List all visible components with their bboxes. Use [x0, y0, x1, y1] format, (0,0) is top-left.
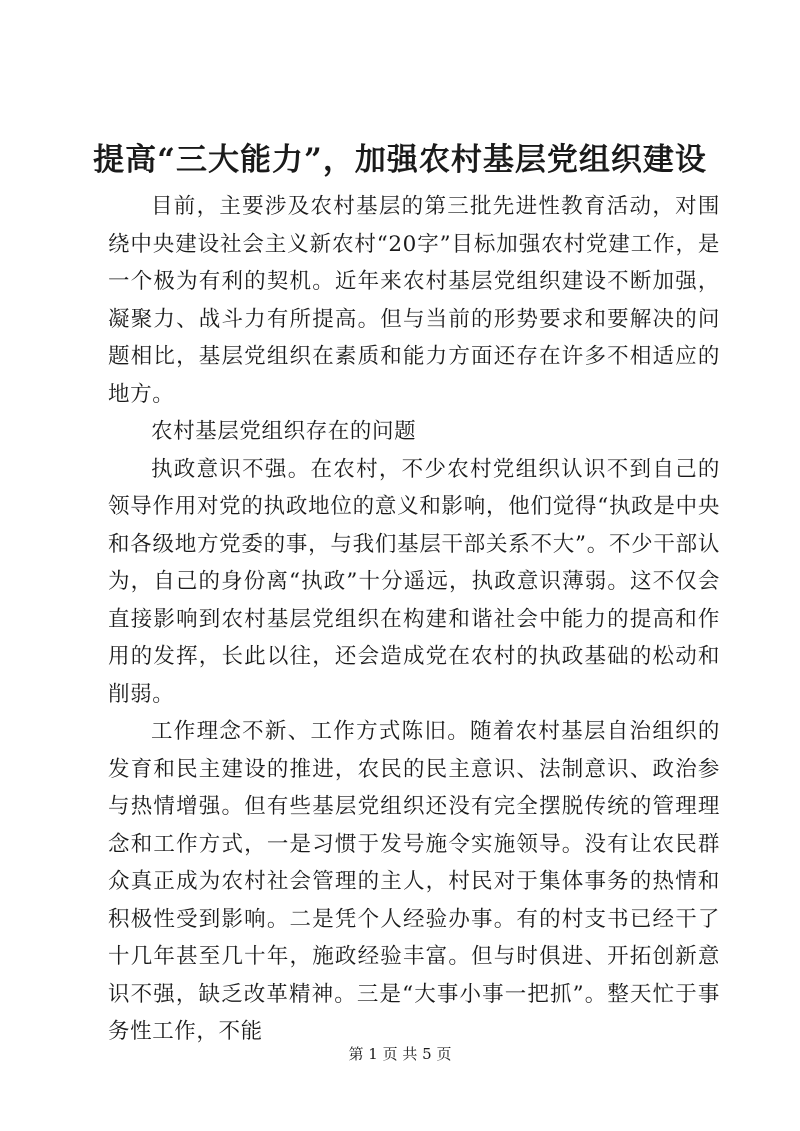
- document-title: 提高“三大能力”，加强农村基层党组织建设: [93, 142, 707, 178]
- page-footer: [0, 1044, 800, 1064]
- paragraph-work-methods: 工作理念不新、工作方式陈旧。随着农村基层自治组织的发育和民主建设的推进，农民的民主意识、法制意识、政治参与热情增强。但有些基层党组织还没有完全摆脱传统的管理理念和工作方式，一是习惯于发号施令实施领导。没有让农民群众真正成为农村社会管理的主人，村民对于集体事务的热情和积极性受到影响。二是凭个人经验办事。有的村支书已经干了十几年甚至几十年，施政经验丰富。但与时俱进、开拓创新意识不强，缺乏改革精神。三是“大事小事一把抓”。整天忙于事务性工作，不能: [108, 719, 720, 1044]
- paragraph-intro: 目前，主要涉及农村基层的第三批先进性教育活动，对围绕中央建设社会主义新农村“20字”目标加强农村党建工作，是一个极为有利的契机。近年来农村基层党组织建设不断加强，凝聚力、战斗力有所提高。但与当前的形势要求和要解决的问题相比，基层党组织在素质和能力方面还存在许多不相适应的地方。: [108, 194, 720, 407]
- section-heading: 农村基层党组织存在的问题: [151, 419, 417, 444]
- document-body: [108, 188, 720, 1051]
- page-number: 第 1 页 共 5 页: [348, 1045, 452, 1063]
- paragraph-governance-awareness: 执政意识不强。在农村，不少农村党组织认识不到自己的领导作用对党的执政地位的意义和影响，他们觉得“执政是中央和各级地方党委的事，与我们基层干部关系不大”。不少干部认为，自己的身份离“执政”十分遥远，执政意识薄弱。这不仅会直接影响到农村基层党组织在构建和谐社会中能力的提高和作用的发挥，长此以往，还会造成党在农村的执政基础的松动和削弱。: [108, 456, 720, 707]
